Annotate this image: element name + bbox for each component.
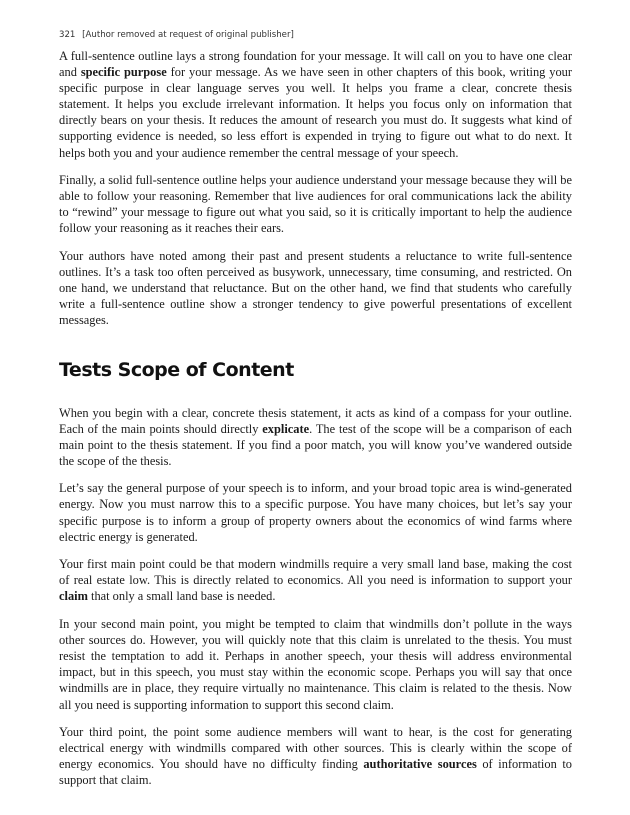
paragraph: Let’s say the general purpose of your speech is to inform, and your broad topic area is wind-generated energy. Now you must narrow this to a specific purpose. You have many choices, but let’s say your specific purpose is to inform a group of property owners about the economics of wind farms where electric energy is generated.: [59, 481, 572, 544]
page-number: 321: [59, 30, 76, 40]
paragraph: Your authors have noted among their past and present students a reluctance to write full-sentence outlines. It’s a task too often perceived as busywork, unnecessary, time consuming, and restricted. On one hand, we understand that reluctance. But on the other hand, we find that students who carefully write a full-sentence outline show a stronger tendency to give powerful presentations of excellent messages.: [59, 249, 572, 328]
paragraph: Finally, a solid full-sentence outline helps your audience understand your message because they will be able to follow your reasoning. Remember that live audiences for oral communications lack the ability to “rewind” your message to figure out what you said, so it is critically important to help the audience follow your reasoning as it reaches their ears.: [59, 173, 572, 236]
running-header: [59, 30, 572, 40]
paragraph: Your third point, the point some audience members will want to hear, is the cost for generating electrical energy with windmills compared with other sources. This is clearly within the scope of energy economics. You should have no difficulty finding authoritative sources of information to support that claim.: [59, 725, 572, 788]
bold-term: authoritative sources: [363, 757, 477, 772]
bold-term: specific purpose: [80, 65, 167, 80]
paragraph: Your first main point could be that modern windmills require a very small land base, making the cost of real estate low. This is directly related to economics. All you need is information to support your claim that only a small land base is needed.: [59, 557, 572, 604]
section-heading: Tests Scope of Content: [59, 358, 294, 381]
document-page: [59, 30, 572, 800]
bold-term: claim: [59, 589, 88, 604]
running-title: [Author removed at request of original publisher]: [82, 30, 294, 40]
paragraph: In your second main point, you might be tempted to claim that windmills don’t pollute in the ways other sources do. However, you will quickly note that this claim is unrelated to the thesis. You must resist the temptation to add it. Perhaps in another speech, your thesis will address environmental impact, but in this speech, you must stay within the economic scope. Perhaps you will say that once windmills are in place, they require virtually no maintenance. This claim is related to the thesis. Now all you need is supporting information to support this second claim.: [59, 617, 572, 712]
paragraph: A full-sentence outline lays a strong foundation for your message. It will call on you to have one clear and specific purpose for your message. As we have seen in other chapters of this book, writing your specific purpose in clear language serves you well. It helps you frame a clear, concrete thesis statement. It helps you exclude irrelevant information. It helps you focus only on information that directly bears on your thesis. It reduces the amount of research you must do. It suggests what kind of supporting evidence is needed, so less effort is expended in trying to figure out what to do next. It helps both you and your audience remember the central message of your speech.: [59, 49, 572, 160]
bold-term: explicate: [262, 421, 310, 436]
paragraph: When you begin with a clear, concrete thesis statement, it acts as kind of a compass for your outline. Each of the main points should directly explicate. The test of the scope will be a comparison of each main point to the thesis statement. If you find a poor match, you will know you’ve wandered outside the scope of the thesis.: [59, 405, 572, 468]
